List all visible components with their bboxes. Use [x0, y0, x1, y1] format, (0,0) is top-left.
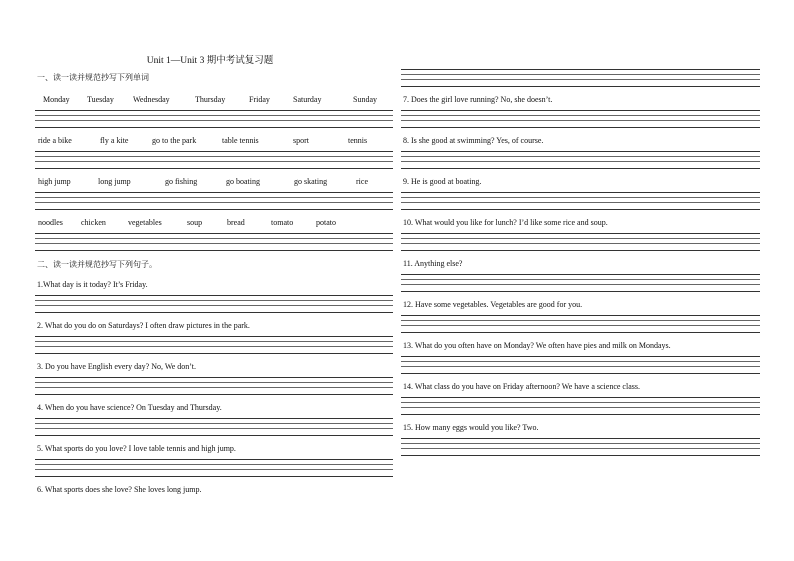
- word: potato: [316, 218, 336, 227]
- word: ride a bike: [38, 136, 72, 145]
- question-2: 2. What do you do on Saturdays? I often draw pictures in the park.: [37, 321, 250, 330]
- question-9: 9. He is good at boating.: [403, 177, 482, 186]
- writing-lines: [35, 418, 393, 436]
- word: go boating: [226, 177, 260, 186]
- writing-lines: [401, 192, 760, 210]
- question-15: 15. How many eggs would you like? Two.: [403, 423, 539, 432]
- word: noodles: [38, 218, 63, 227]
- question-6: 6. What sports does she love? She loves long jump.: [37, 485, 202, 494]
- writing-lines: [401, 356, 760, 374]
- section2-heading: 二、读一读并规范抄写下列句子。: [37, 260, 157, 269]
- word: Wednesday: [133, 95, 170, 104]
- word: vegetables: [128, 218, 162, 227]
- word: rice: [356, 177, 368, 186]
- writing-lines: [401, 397, 760, 415]
- word: tennis: [348, 136, 368, 145]
- writing-lines: [35, 192, 393, 210]
- word: fly a kite: [100, 136, 129, 145]
- question-7: 7. Does the girl love running? No, she doesn’t.: [403, 95, 553, 104]
- question-10: 10. What would you like for lunch? I’d like some rice and soup.: [403, 218, 608, 227]
- page-title: Unit 1—Unit 3 期中考试复习题: [146, 56, 274, 66]
- writing-lines: [35, 233, 393, 251]
- word: chicken: [81, 218, 106, 227]
- writing-lines: [401, 438, 760, 456]
- writing-lines: [35, 459, 393, 477]
- question-8: 8. Is she good at swimming? Yes, of course.: [403, 136, 544, 145]
- question-3: 3. Do you have English every day? No, We don’t.: [37, 362, 197, 371]
- question-11: 11. Anything else?: [403, 259, 463, 268]
- word: Tuesday: [87, 95, 114, 104]
- word: go to the park: [152, 136, 197, 145]
- word: sport: [293, 136, 309, 145]
- writing-lines: [401, 110, 760, 128]
- writing-lines: [401, 69, 760, 87]
- question-14: 14. What class do you have on Friday afternoon? We have a science class.: [403, 382, 640, 391]
- writing-lines: [401, 274, 760, 292]
- word: Thursday: [195, 95, 226, 104]
- writing-lines: [401, 315, 760, 333]
- question-1: 1.What day is it today? It’s Friday.: [37, 280, 148, 289]
- word: go fishing: [165, 177, 198, 186]
- question-13: 13. What do you often have on Monday? We often have pies and milk on Mondays.: [403, 341, 671, 350]
- word: tomato: [271, 218, 294, 227]
- section1-heading: 一、读一读并规范抄写下列单词: [37, 73, 149, 82]
- question-4: 4. When do you have science? On Tuesday and Thursday.: [37, 403, 222, 412]
- writing-lines: [401, 233, 760, 251]
- writing-lines: [35, 377, 393, 395]
- writing-lines: [35, 110, 393, 128]
- word: bread: [227, 218, 245, 227]
- writing-lines: [401, 151, 760, 169]
- word: long jump: [98, 177, 131, 186]
- word: Friday: [249, 95, 270, 104]
- word: table tennis: [222, 136, 259, 145]
- word: high jump: [38, 177, 71, 186]
- word: Monday: [43, 95, 70, 104]
- word: soup: [187, 218, 203, 227]
- word: Sunday: [353, 95, 377, 104]
- question-12: 12. Have some vegetables. Vegetables are good for you.: [403, 300, 583, 309]
- writing-lines: [35, 151, 393, 169]
- writing-lines: [35, 295, 393, 313]
- word: go skating: [294, 177, 328, 186]
- question-5: 5. What sports do you love? I love table tennis and high jump.: [37, 444, 236, 453]
- word: Saturday: [293, 95, 322, 104]
- writing-lines: [35, 336, 393, 354]
